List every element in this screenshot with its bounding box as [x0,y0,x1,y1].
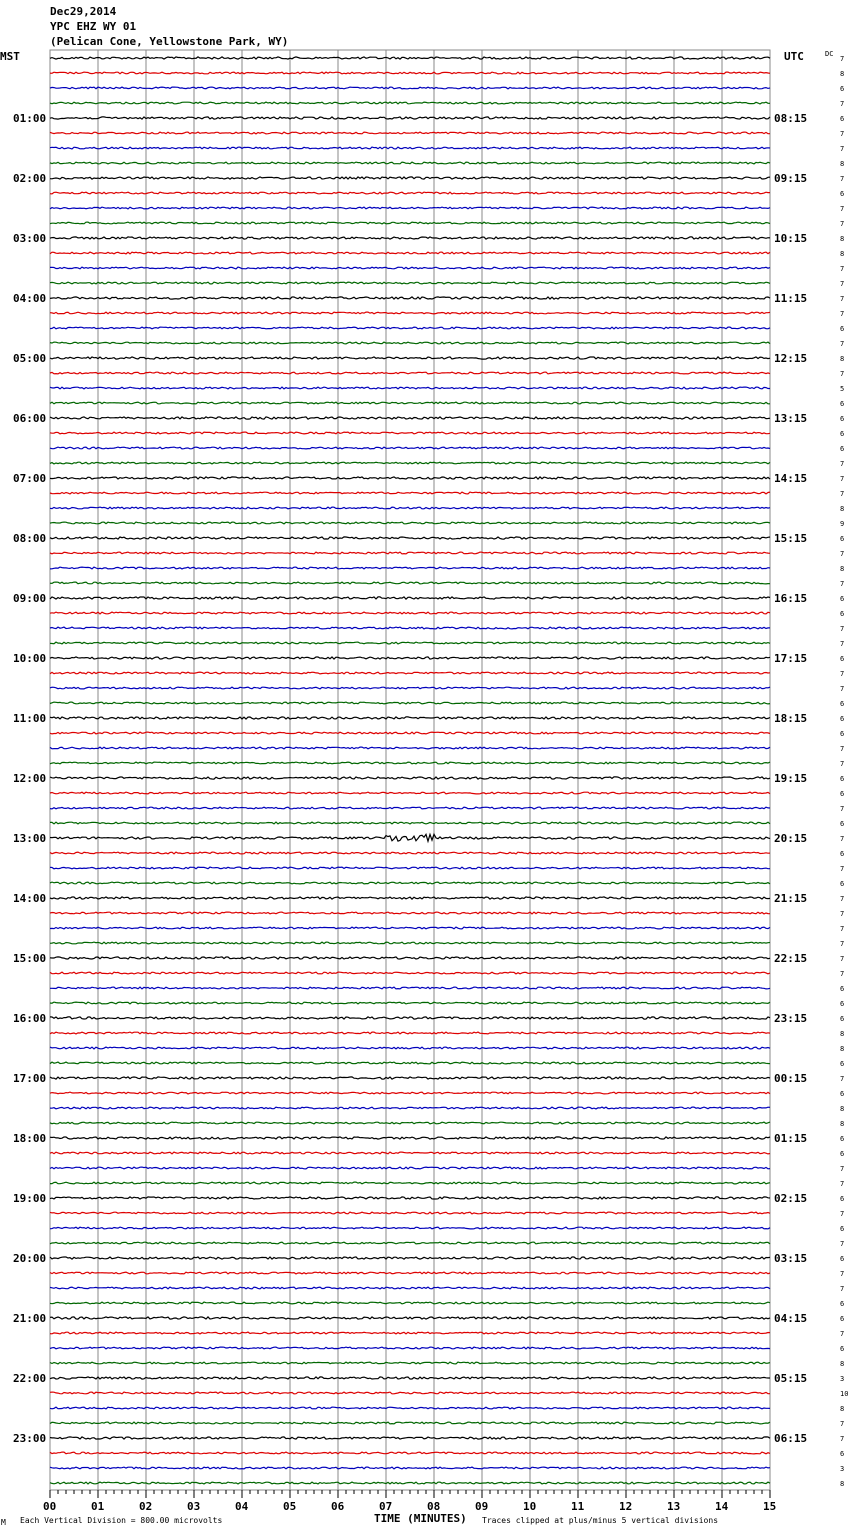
dc-offset-label: 7 [840,370,845,378]
utc-hour-label: 18:15 [774,712,808,725]
trace-row-47 [50,762,770,764]
mst-hour-label: 15:00 [13,952,47,965]
corner-mark: M [1,1518,6,1527]
trace-row-71 [50,1122,770,1124]
trace-row-90 [50,1407,770,1409]
trace-row-8 [50,177,770,179]
mst-hour-label: 06:00 [13,412,47,425]
trace-row-28 [50,477,770,479]
dc-offset-label: 6 [840,700,845,708]
mst-hour-label: 05:00 [13,352,47,365]
dc-offset-label: 8 [840,1045,845,1053]
mst-hour-label: 17:00 [13,1072,47,1085]
dc-offset-label: 6 [840,190,845,198]
trace-row-89 [50,1392,770,1394]
trace-row-42 [50,687,770,689]
dc-offset-label: 7 [840,1420,845,1428]
x-axis-title: TIME (MINUTES) [374,1512,467,1525]
dc-offset-label: 8 [840,565,845,573]
dc-offset-label: 9 [840,520,845,528]
x-tick-label: 14 [715,1500,729,1513]
mst-hour-label: 13:00 [13,832,47,845]
dc-offset-label: 7 [840,640,845,648]
dc-offset-label: 7 [840,1270,845,1278]
utc-hour-label: 08:15 [774,112,808,125]
mst-hour-label: 10:00 [13,652,47,665]
trace-row-0 [50,57,770,59]
dc-offset-label: 8 [840,1360,845,1368]
mst-hour-label: 11:00 [13,712,47,725]
trace-row-20 [50,357,770,359]
trace-row-31 [50,522,770,524]
dc-offset-label: 6 [840,535,845,543]
mst-hour-label: 23:00 [13,1432,47,1445]
x-tick-label: 09 [475,1500,489,1513]
trace-row-16 [50,297,770,299]
dc-offset-label: 8 [840,1030,845,1038]
utc-hour-label: 20:15 [774,832,808,845]
dc-offset-label: 6 [840,325,845,333]
trace-row-54 [50,867,770,869]
trace-row-11 [50,222,770,224]
dc-label: DC [825,50,834,58]
mst-hour-label: 16:00 [13,1012,47,1025]
dc-offset-label: 7 [840,310,845,318]
mst-hour-label: 09:00 [13,592,47,605]
trace-row-70 [50,1107,770,1109]
utc-hour-label: 02:15 [774,1192,808,1205]
station-location: (Pelican Cone, Yellowstone Park, WY) [50,35,289,48]
dc-offset-label: 7 [840,970,845,978]
mst-hour-label: 04:00 [13,292,47,305]
trace-row-58 [50,927,770,929]
trace-row-74 [50,1167,770,1169]
dc-offset-label: 7 [840,1330,845,1338]
mst-hour-label: 19:00 [13,1192,47,1205]
utc-hour-label: 05:15 [774,1372,808,1385]
utc-axis-title: UTC [784,50,804,63]
trace-row-34 [50,567,770,569]
utc-hour-label: 10:15 [774,232,808,245]
dc-offset-label: 7 [840,895,845,903]
dc-offset-label: 6 [840,850,845,858]
x-tick-label: 01 [91,1500,105,1513]
trace-row-24 [50,417,770,419]
dc-offset-label: 8 [840,250,845,258]
trace-row-21 [50,372,770,374]
dc-offset-label: 8 [840,1405,845,1413]
utc-hour-label: 19:15 [774,772,808,785]
utc-hour-label: 15:15 [774,532,808,545]
dc-offset-label: 7 [840,340,845,348]
trace-row-93 [50,1452,770,1454]
trace-row-19 [50,342,770,344]
dc-offset-label: 7 [840,490,845,498]
dc-offset-label: 8 [840,1480,845,1488]
axis-labels [0,50,848,1527]
trace-row-1 [50,72,770,74]
trace-row-69 [50,1092,770,1094]
trace-row-92 [50,1437,770,1439]
dc-offset-label: 6 [840,415,845,423]
trace-row-15 [50,282,770,284]
dc-offset-label: 7 [840,625,845,633]
utc-hour-label: 06:15 [774,1432,808,1445]
dc-offset-label: 7 [840,1210,845,1218]
trace-row-22 [50,387,770,389]
dc-offset-label: 7 [840,1180,845,1188]
dc-offset-label: 6 [840,1090,845,1098]
trace-row-45 [50,732,770,734]
trace-row-12 [50,237,770,239]
mst-hour-label: 22:00 [13,1372,47,1385]
trace-row-9 [50,192,770,194]
dc-offset-label: 6 [840,1450,845,1458]
dc-offset-label: 10 [840,1390,849,1398]
trace-row-60 [50,957,770,959]
utc-hour-label: 04:15 [774,1312,808,1325]
trace-row-7 [50,162,770,164]
dc-offset-label: 6 [840,715,845,723]
dc-offset-label: 7 [840,1285,845,1293]
trace-row-30 [50,507,770,509]
dc-offset-label: 7 [840,835,845,843]
seismic-traces [50,57,770,1484]
dc-offset-label: 6 [840,1150,845,1158]
dc-offset-label: 7 [840,175,845,183]
trace-row-57 [50,912,770,914]
trace-row-53 [50,852,770,854]
dc-offset-label: 6 [840,820,845,828]
trace-row-29 [50,492,770,494]
dc-offset-label: 7 [840,910,845,918]
trace-row-77 [50,1212,770,1214]
plot-date: Dec29,2014 [50,5,117,18]
dc-offset-label: 7 [840,670,845,678]
dc-offset-label: 6 [840,1315,845,1323]
trace-row-80 [50,1257,770,1259]
dc-offset-label: 7 [840,460,845,468]
trace-row-37 [50,612,770,614]
mst-hour-label: 18:00 [13,1132,47,1145]
x-tick-label: 00 [43,1500,57,1513]
trace-row-72 [50,1137,770,1139]
utc-hour-label: 16:15 [774,592,808,605]
x-tick-label: 03 [187,1500,201,1513]
dc-offset-label: 7 [840,760,845,768]
utc-hour-label: 17:15 [774,652,808,665]
scale-note: Each Vertical Division = 800.00 microvolts [20,1516,223,1525]
dc-offset-label: 6 [840,775,845,783]
dc-offset-label: 7 [840,280,845,288]
trace-row-83 [50,1302,770,1304]
mst-hour-label: 01:00 [13,112,47,125]
trace-row-67 [50,1062,770,1064]
dc-offset-label: 7 [840,130,845,138]
dc-offset-label: 6 [840,430,845,438]
dc-offset-label: 7 [840,145,845,153]
dc-offset-label: 6 [840,1300,845,1308]
trace-row-65 [50,1032,770,1034]
dc-offset-label: 5 [840,385,845,393]
trace-row-66 [50,1047,770,1049]
trace-row-18 [50,327,770,329]
trace-row-84 [50,1317,770,1319]
dc-offset-label: 7 [840,220,845,228]
trace-row-5 [50,132,770,134]
trace-row-10 [50,207,770,209]
dc-offset-label: 7 [840,1165,845,1173]
trace-row-4 [50,117,770,119]
trace-row-88 [50,1377,770,1379]
dc-offset-label: 6 [840,1000,845,1008]
trace-row-59 [50,942,770,944]
x-tick-label: 15 [763,1500,777,1513]
dc-offset-label: 6 [840,1135,845,1143]
dc-offset-label: 8 [840,235,845,243]
dc-offset-label: 7 [840,1075,845,1083]
mst-hour-label: 03:00 [13,232,47,245]
mst-hour-label: 07:00 [13,472,47,485]
dc-offset-label: 7 [840,955,845,963]
dc-offset-label: 7 [840,685,845,693]
dc-offset-label: 6 [840,610,845,618]
dc-offset-label: 6 [840,1060,845,1068]
x-tick-label: 11 [571,1500,585,1513]
dc-offset-label: 3 [840,1465,845,1473]
trace-row-41 [50,672,770,674]
dc-offset-label: 6 [840,880,845,888]
dc-offset-label: 6 [840,1195,845,1203]
trace-row-51 [50,822,770,824]
trace-row-85 [50,1332,770,1334]
trace-row-6 [50,147,770,149]
dc-offset-label: 7 [840,265,845,273]
dc-offset-label: 8 [840,355,845,363]
trace-row-76 [50,1197,770,1199]
dc-offset-label: 7 [840,205,845,213]
dc-offset-label: 6 [840,85,845,93]
dc-offset-label: 6 [840,655,845,663]
x-tick-label: 10 [523,1500,537,1513]
mst-axis-title: MST [0,50,20,63]
utc-hour-label: 21:15 [774,892,808,905]
dc-offset-label: 8 [840,160,845,168]
utc-hour-label: 01:15 [774,1132,808,1145]
utc-hour-label: 00:15 [774,1072,808,1085]
dc-offset-label: 6 [840,1015,845,1023]
trace-row-75 [50,1182,770,1184]
trace-row-2 [50,87,770,89]
trace-row-39 [50,642,770,644]
x-tick-label: 13 [667,1500,681,1513]
trace-row-32 [50,537,770,539]
dc-offset-label: 6 [840,595,845,603]
x-tick-label: 08 [427,1500,441,1513]
utc-hour-label: 11:15 [774,292,808,305]
trace-row-79 [50,1242,770,1244]
trace-row-44 [50,717,770,719]
mst-hour-label: 08:00 [13,532,47,545]
trace-row-50 [50,807,770,809]
trace-row-56 [50,897,770,899]
dc-offset-label: 8 [840,1120,845,1128]
utc-hour-label: 22:15 [774,952,808,965]
dc-offset-label: 7 [840,550,845,558]
trace-row-25 [50,432,770,434]
utc-hour-label: 12:15 [774,352,808,365]
mst-hour-label: 12:00 [13,772,47,785]
trace-row-95 [50,1482,770,1484]
dc-offset-label: 7 [840,55,845,63]
utc-hour-label: 09:15 [774,172,808,185]
x-tick-label: 05 [283,1500,297,1513]
trace-row-82 [50,1287,770,1289]
clip-note: Traces clipped at plus/minus 5 vertical divisions [482,1516,719,1525]
trace-row-26 [50,447,770,449]
trace-row-38 [50,627,770,629]
trace-row-86 [50,1347,770,1349]
dc-offset-label: 8 [840,70,845,78]
trace-row-40 [50,657,770,659]
trace-row-36 [50,597,770,599]
dc-offset-label: 6 [840,115,845,123]
dc-offset-label: 7 [840,805,845,813]
dc-offset-label: 6 [840,1255,845,1263]
trace-row-81 [50,1272,770,1274]
dc-offset-label: 6 [840,400,845,408]
trace-row-43 [50,702,770,704]
trace-row-48 [50,777,770,779]
dc-offset-label: 7 [840,865,845,873]
mst-hour-label: 14:00 [13,892,47,905]
trace-row-46 [50,747,770,749]
mst-hour-label: 02:00 [13,172,47,185]
dc-offset-label: 7 [840,1435,845,1443]
trace-row-62 [50,987,770,989]
dc-offset-label: 6 [840,1225,845,1233]
dc-offset-label: 7 [840,940,845,948]
utc-hour-label: 03:15 [774,1252,808,1265]
trace-row-33 [50,552,770,554]
trace-row-61 [50,972,770,974]
utc-hour-label: 14:15 [774,472,808,485]
dc-offset-label: 8 [840,505,845,513]
utc-hour-label: 23:15 [774,1012,808,1025]
station-code: YPC EHZ WY 01 [50,20,137,33]
utc-hour-label: 13:15 [774,412,808,425]
trace-row-35 [50,582,770,584]
dc-offset-label: 7 [840,745,845,753]
trace-row-94 [50,1467,770,1469]
trace-row-52 [50,834,770,841]
trace-row-63 [50,1002,770,1004]
mst-hour-label: 20:00 [13,1252,47,1265]
trace-row-68 [50,1077,770,1079]
dc-offset-label: 6 [840,985,845,993]
dc-offset-label: 7 [840,295,845,303]
x-tick-label: 12 [619,1500,633,1513]
trace-row-73 [50,1152,770,1154]
trace-row-3 [50,102,770,104]
x-tick-label: 04 [235,1500,249,1513]
dc-offset-label: 7 [840,475,845,483]
dc-offset-label: 8 [840,1105,845,1113]
trace-row-87 [50,1362,770,1364]
dc-offset-label: 6 [840,790,845,798]
dc-offset-label: 3 [840,1375,845,1383]
trace-row-23 [50,402,770,404]
x-tick-label: 07 [379,1500,393,1513]
trace-row-13 [50,252,770,254]
dc-offset-label: 7 [840,580,845,588]
dc-offset-label: 6 [840,730,845,738]
trace-row-27 [50,462,770,464]
mst-hour-label: 21:00 [13,1312,47,1325]
trace-row-78 [50,1227,770,1229]
dc-offset-label: 7 [840,925,845,933]
dc-offset-label: 7 [840,1240,845,1248]
trace-row-49 [50,792,770,794]
x-tick-label: 02 [139,1500,153,1513]
trace-row-91 [50,1422,770,1424]
trace-row-64 [50,1017,770,1019]
dc-offset-label: 7 [840,100,845,108]
trace-row-17 [50,312,770,314]
trace-row-55 [50,882,770,884]
trace-row-14 [50,267,770,269]
dc-offset-label: 6 [840,1345,845,1353]
dc-offset-label: 6 [840,445,845,453]
x-tick-label: 06 [331,1500,345,1513]
